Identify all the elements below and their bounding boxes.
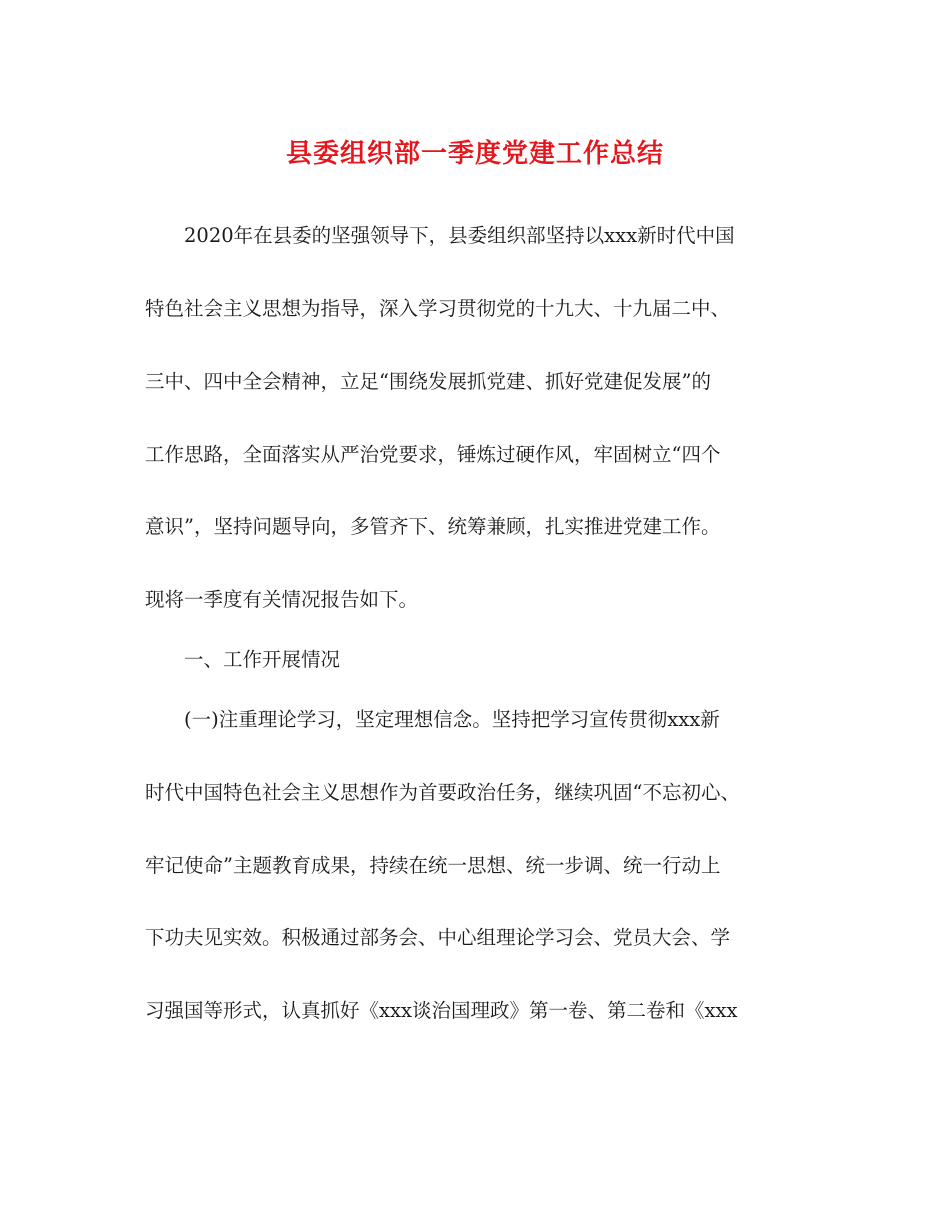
body-line: 牢记使命”主题教育成果，持续在统一思想、统一步调、统一行动上: [145, 854, 721, 877]
body-line: 工作思路，全面落实从严治党要求，锤炼过硬作风，牢固树立“四个: [145, 443, 721, 466]
body-line: 三中、四中全会精神，立足“围绕发展抓党建、抓好党建促发展”的: [145, 370, 711, 393]
body-line: 习强国等形式，认真抓好《xxx谈治国理政》第一卷、第二卷和《xxx: [145, 999, 738, 1022]
section-heading: 一、工作开展情况: [145, 648, 341, 671]
body-line: 特色社会主义思想为指导，深入学习贯彻党的十九大、十九届二中、: [145, 297, 731, 320]
body-line: 时代中国特色社会主义思想作为首要政治任务，继续巩固“不忘初心、: [145, 781, 740, 804]
body-line: 2020年在县委的坚强领导下，县委组织部坚持以xxx新时代中国: [145, 224, 735, 247]
body-line: 意识”，坚持问题导向，多管齐下、统筹兼顾，扎实推进党建工作。: [145, 515, 721, 538]
document-title: 县委组织部一季度党建工作总结: [285, 139, 664, 169]
body-line: 下功夫见实效。积极通过部务会、中心组理论学习会、党员大会、学: [145, 926, 731, 949]
body-line: (一)注重理论学习，坚定理想信念。坚持把学习宣传贯彻xxx新: [145, 708, 720, 731]
body-line: 现将一季度有关情况报告如下。: [145, 588, 419, 611]
